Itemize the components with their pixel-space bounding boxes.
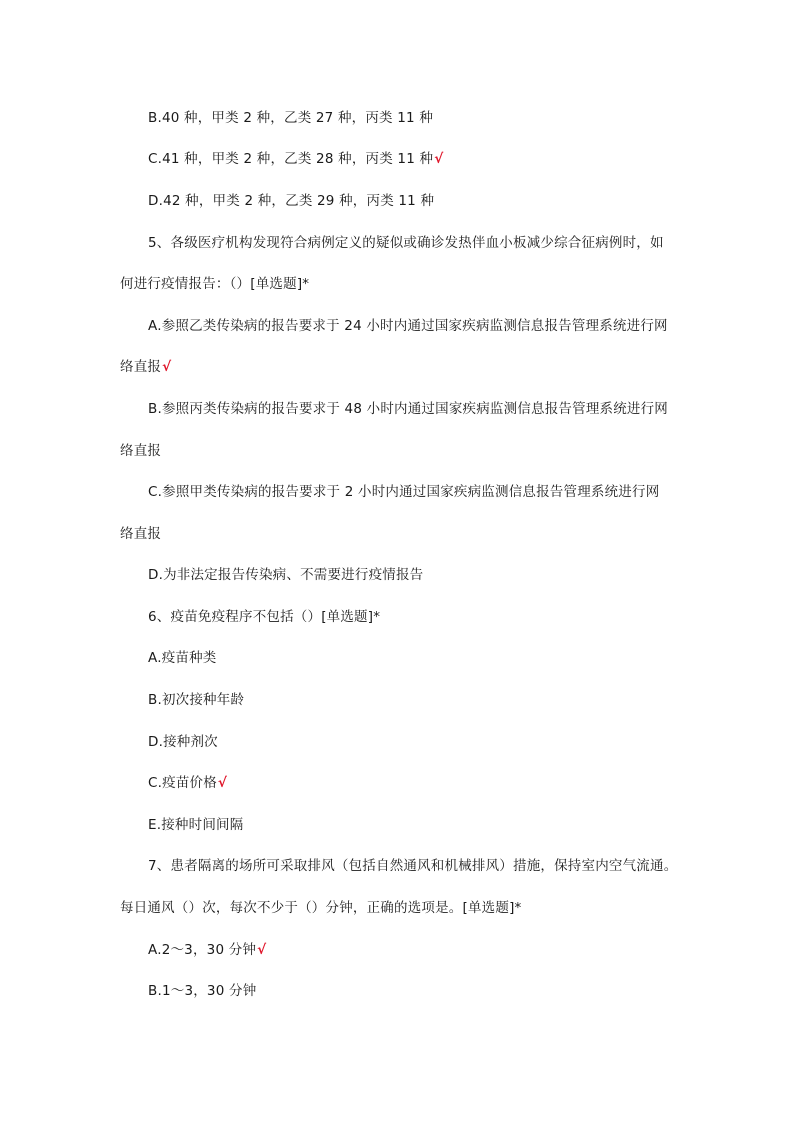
question-line: 6、疫苗免疫程序不包括（）[单选题]*: [148, 609, 381, 625]
question-line: 每日通风（）次，每次不少于（）分钟，正确的选项是。[单选题]*: [120, 900, 522, 916]
option-line: A.疫苗种类: [148, 650, 217, 666]
option-line: 络直报: [120, 526, 162, 542]
option-line: 络直报: [120, 443, 162, 459]
option-line: E.接种时间间隔: [148, 817, 244, 833]
question-line: 何进行疫情报告：（）[单选题]*: [120, 276, 310, 292]
option-line: C.41 种，甲类 2 种，乙类 28 种，丙类 11 种√: [148, 151, 444, 167]
correct-check-icon: √: [217, 775, 228, 791]
option-line: B.40 种，甲类 2 种，乙类 27 种，丙类 11 种: [148, 110, 434, 126]
option-line: C.疫苗价格√: [148, 775, 228, 791]
option-line: B.参照丙类传染病的报告要求于 48 小时内通过国家疾病监测信息报告管理系统进行网: [148, 401, 669, 417]
option-line: C.参照甲类传染病的报告要求于 2 小时内通过国家疾病监测信息报告管理系统进行网: [148, 484, 660, 500]
correct-check-icon: √: [162, 359, 172, 375]
correct-check-icon: √: [434, 151, 444, 167]
option-line: A.2～3，30 分钟√: [148, 942, 267, 958]
option-line: 络直报√: [120, 359, 172, 375]
option-line: D.42 种，甲类 2 种，乙类 29 种，丙类 11 种: [148, 193, 435, 209]
correct-check-icon: √: [257, 942, 267, 958]
option-line: D.接种剂次: [148, 734, 218, 750]
option-line: B.1～3，30 分钟: [148, 983, 257, 999]
question-line: 7、患者隔离的场所可采取排风（包括自然通风和机械排风）措施，保持室内空气流通。: [148, 858, 678, 874]
option-line: B.初次接种年龄: [148, 692, 245, 708]
question-line: 5、各级医疗机构发现符合病例定义的疑似或确诊发热伴血小板减少综合征病例时，如: [148, 235, 664, 251]
option-line: A.参照乙类传染病的报告要求于 24 小时内通过国家疾病监测信息报告管理系统进行网: [148, 318, 668, 334]
option-line: D.为非法定报告传染病、不需要进行疫情报告: [148, 567, 424, 583]
